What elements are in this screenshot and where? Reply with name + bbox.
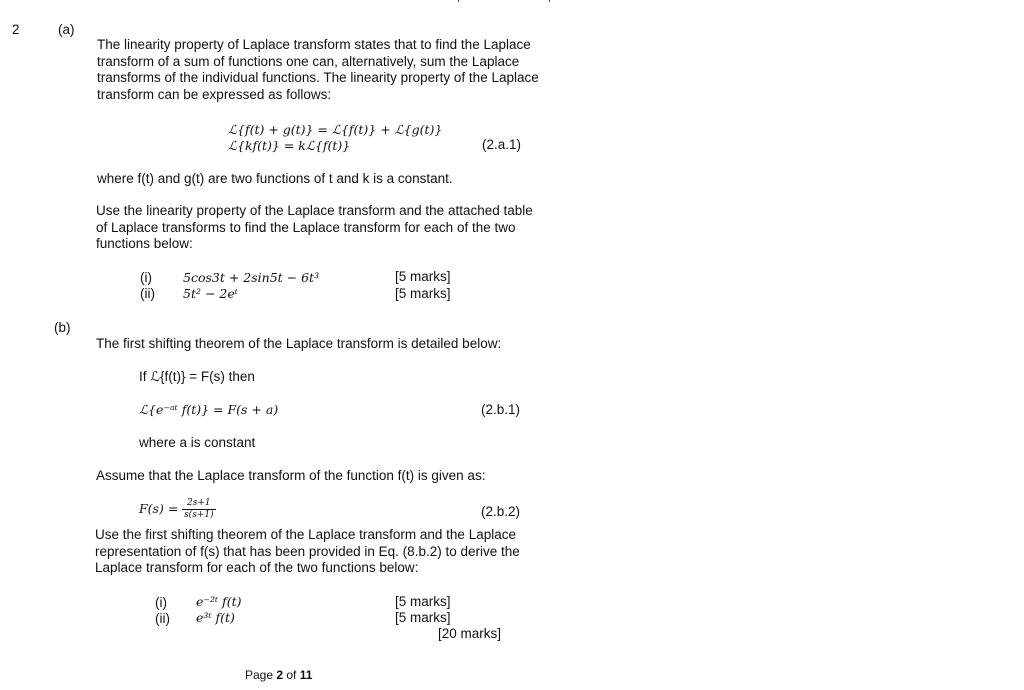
fs-definition	[139, 498, 216, 521]
fs-fraction	[182, 498, 216, 521]
part-b-where: where a is constant	[139, 435, 256, 450]
part-b-item-2-number: (ii)	[155, 611, 170, 626]
footer-page-total: 11	[299, 668, 313, 682]
part-b-label: (b)	[54, 320, 71, 335]
part-a-item-2-marks: [5 marks]	[395, 286, 451, 301]
part-a-item-1-number: (i)	[140, 270, 152, 285]
part-b-item-1-expression: e⁻²ᵗ f(t)	[196, 594, 242, 609]
equation-label-2b2: (2.b.2)	[481, 504, 521, 519]
total-marks: [20 marks]	[438, 626, 502, 641]
equation-label-2b1: (2.b.1)	[481, 402, 521, 417]
footer-middle: of	[283, 668, 300, 682]
part-b-if-statement: If ℒ{f(t)} = F(s) then	[139, 369, 255, 384]
part-a-item-1-marks: [5 marks]	[395, 269, 451, 284]
linearity-equation-scalar: ℒ{kf(t)} = kℒ{f(t)}	[228, 138, 351, 153]
equation-label-2a1: (2.a.1)	[482, 137, 522, 152]
part-b-item-1-marks: [5 marks]	[395, 594, 451, 609]
part-b-assume: Assume that the Laplace transform of the function f(t) is given as:	[96, 468, 486, 483]
question-number: 2	[12, 22, 20, 37]
fs-lhs: F(s) =	[139, 501, 179, 517]
linearity-equation-sum: ℒ{f(t) + g(t)} = ℒ{f(t)} + ℒ{g(t)}	[228, 122, 443, 137]
top-edge-mark	[549, 0, 550, 2]
part-b-item-2-expression: e³ᵗ f(t)	[196, 610, 235, 625]
part-b-item-1-number: (i)	[155, 595, 167, 610]
part-a-item-2-expression: 5t² − 2eᵗ	[183, 286, 238, 301]
part-a-item-2-number: (ii)	[140, 286, 155, 301]
fs-numerator: 2s+1	[182, 498, 216, 510]
part-b-item-2-marks: [5 marks]	[395, 610, 451, 625]
shifting-theorem-equation: ℒ{e⁻ᵃᵗ f(t)} = F(s + a)	[139, 402, 279, 417]
part-a-where: where f(t) and g(t) are two functions of t and k is a constant.	[97, 171, 453, 186]
part-a-item-1-expression: 5cos3t + 2sin5t − 6t³	[183, 270, 320, 285]
footer-page-number: 2	[276, 668, 284, 682]
part-a-label: (a)	[58, 22, 75, 37]
footer-prefix: Page	[245, 668, 277, 682]
page-footer	[245, 668, 312, 682]
part-b-instruction: Use the first shifting theorem of the Laplace transform and the Laplace representation of f(s) that has been provided in Eq. (8.b.2) to derive the Laplace transform for each of the two functions below:	[95, 527, 520, 575]
part-b-intro: The first shifting theorem of the Laplace transform is detailed below:	[96, 336, 502, 351]
top-edge-mark	[458, 0, 459, 2]
fs-denominator: s(s+1)	[184, 510, 214, 520]
part-a-intro: The linearity property of Laplace transform states that to find the Laplace transform of a sum of functions one can, alternatively, sum the Laplace transforms of the individual functions. The linearity property of the Laplace transform can be expressed as follows:	[97, 37, 539, 102]
part-a-instruction: Use the linearity property of the Laplace transform and the attached table of Laplace transforms to find the Laplace transform for each of the two functions below:	[96, 203, 533, 251]
